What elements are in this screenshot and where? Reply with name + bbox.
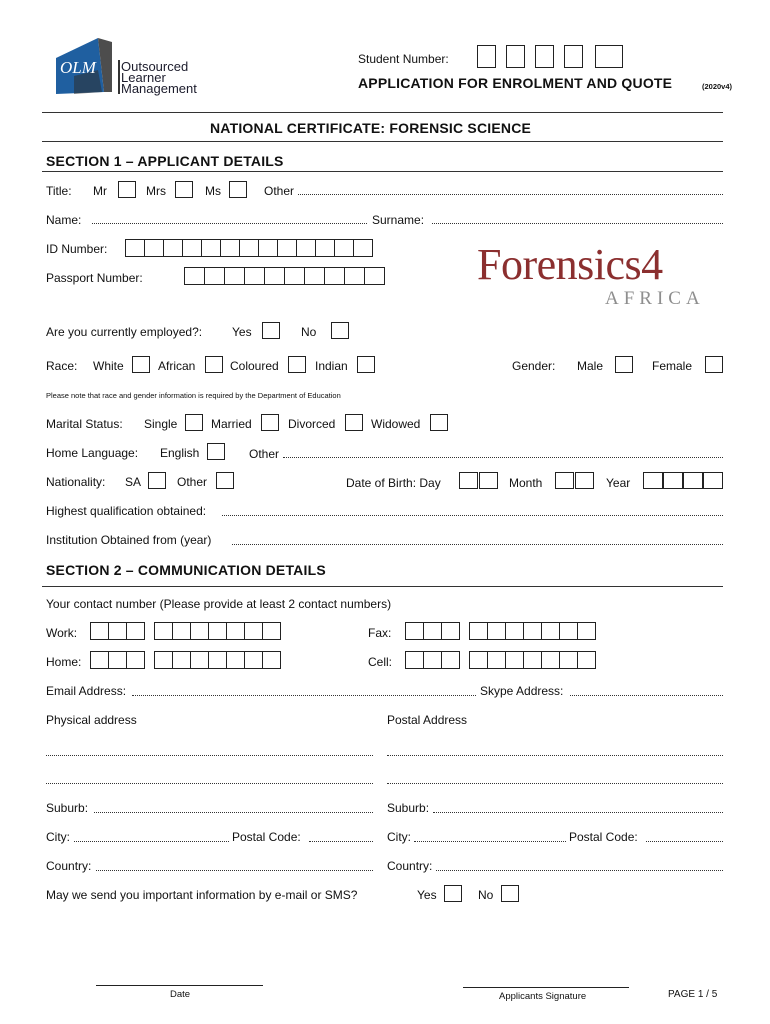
passport-digit-box[interactable] (284, 267, 305, 285)
skype-field[interactable] (570, 695, 723, 696)
divider (42, 112, 723, 113)
dob-month-box[interactable] (555, 472, 574, 489)
home-digit-box[interactable] (172, 651, 191, 669)
race-coloured: Coloured (230, 359, 279, 373)
cell-digit-box[interactable] (469, 651, 488, 669)
fax-digit-box[interactable] (577, 622, 596, 640)
passport-digit-box[interactable] (304, 267, 325, 285)
id-digit-box[interactable] (125, 239, 145, 257)
postal-postal-code-field[interactable] (646, 841, 723, 842)
language-other-field[interactable] (283, 457, 723, 458)
signature-label: Applicants Signature (499, 991, 587, 1002)
marital-married: Married (211, 417, 252, 431)
home-digit-box[interactable] (262, 651, 281, 669)
fax-digit-box[interactable] (487, 622, 506, 640)
title-other-field[interactable] (298, 194, 723, 195)
employed-no-checkbox[interactable] (331, 322, 349, 339)
id-digit-box[interactable] (353, 239, 373, 257)
divider (42, 586, 723, 587)
title-mr: Mr (93, 184, 107, 198)
date-label: Date (170, 989, 191, 1000)
cell-digit-box[interactable] (505, 651, 524, 669)
home-digit-box[interactable] (154, 651, 173, 669)
work-digit-box[interactable] (244, 622, 263, 640)
passport-digit-box[interactable] (324, 267, 345, 285)
divider (42, 171, 723, 172)
nationality-other: Other (177, 475, 208, 489)
id-digit-box[interactable] (239, 239, 259, 257)
id-digit-box[interactable] (163, 239, 183, 257)
work-digit-box[interactable] (90, 622, 109, 640)
postal-suburb-field[interactable] (433, 812, 723, 813)
title-ms-checkbox[interactable] (229, 181, 247, 198)
dob-year-box[interactable] (683, 472, 703, 489)
fax-label: Fax: (368, 626, 392, 640)
cell-digit-box[interactable] (487, 651, 506, 669)
section2-heading: SECTION 2 – COMMUNICATION DETAILS (46, 562, 326, 578)
race-african-checkbox[interactable] (205, 356, 223, 373)
cell-label: Cell: (368, 655, 393, 669)
home-digit-box[interactable] (208, 651, 227, 669)
gender-label: Gender: (512, 359, 556, 373)
marital-single-checkbox[interactable] (185, 414, 203, 431)
id-digit-box[interactable] (258, 239, 278, 257)
info-no-checkbox[interactable] (501, 885, 519, 902)
surname-label: Surname: (372, 213, 425, 227)
email-field[interactable] (132, 695, 476, 696)
nationality-sa-checkbox[interactable] (148, 472, 166, 489)
fax-digit-box[interactable] (505, 622, 524, 640)
fax-digit-box[interactable] (523, 622, 542, 640)
qualification-field[interactable] (222, 515, 723, 516)
work-digit-box[interactable] (262, 622, 281, 640)
postal-city-label: City: (387, 830, 411, 844)
cell-digit-box[interactable] (559, 651, 578, 669)
language-english: English (160, 446, 200, 460)
home-digit-box[interactable] (126, 651, 145, 669)
home-digit-box[interactable] (190, 651, 209, 669)
divider (42, 141, 723, 142)
cell-digit-box[interactable] (523, 651, 542, 669)
home-digit-box[interactable] (108, 651, 127, 669)
dob-year-box[interactable] (643, 472, 663, 489)
race-indian: Indian (315, 359, 348, 373)
nationality-sa: SA (125, 475, 142, 489)
language-other: Other (249, 447, 280, 461)
passport-digit-box[interactable] (244, 267, 265, 285)
dob-year-label: Year (606, 476, 631, 490)
id-digit-box[interactable] (277, 239, 297, 257)
skype-label: Skype Address: (480, 684, 564, 698)
student-number-box[interactable] (535, 45, 554, 68)
passport-digit-box[interactable] (224, 267, 245, 285)
title-label: Title: (46, 184, 72, 198)
olm-logo (54, 36, 114, 96)
signature-line[interactable] (463, 987, 629, 988)
id-digit-box[interactable] (201, 239, 221, 257)
physical-line-2[interactable] (46, 783, 373, 784)
physical-suburb-label: Suburb: (46, 801, 89, 815)
work-digit-box[interactable] (172, 622, 191, 640)
race-label: Race: (46, 359, 78, 373)
course-title: NATIONAL CERTIFICATE: FORENSIC SCIENCE (210, 120, 532, 136)
passport-digit-box[interactable] (204, 267, 225, 285)
page-number: PAGE 1 / 5 (668, 989, 718, 1000)
fax-digit-box[interactable] (559, 622, 578, 640)
marital-divorced: Divorced (288, 417, 336, 431)
work-digit-box[interactable] (126, 622, 145, 640)
section1-heading: SECTION 1 – APPLICANT DETAILS (46, 153, 284, 169)
work-digit-box[interactable] (226, 622, 245, 640)
info-no: No (478, 888, 494, 902)
passport-digit-box[interactable] (364, 267, 385, 285)
id-label: ID Number: (46, 242, 108, 256)
postal-postal-code-label: Postal Code: (569, 830, 638, 844)
fax-digit-box[interactable] (405, 622, 424, 640)
name-label: Name: (46, 213, 82, 227)
dob-day-box[interactable] (479, 472, 498, 489)
marital-married-checkbox[interactable] (261, 414, 279, 431)
id-digit-box[interactable] (220, 239, 240, 257)
nationality-other-checkbox[interactable] (216, 472, 234, 489)
home-digit-box[interactable] (244, 651, 263, 669)
title-other: Other (264, 184, 295, 198)
info-yes-checkbox[interactable] (444, 885, 462, 902)
student-number-box[interactable] (506, 45, 525, 68)
home-label: Home: (46, 655, 82, 669)
postal-country-field[interactable] (436, 870, 723, 871)
work-digit-box[interactable] (108, 622, 127, 640)
cell-digit-box[interactable] (405, 651, 424, 669)
postal-label: Postal Address (387, 713, 468, 727)
dob-month-label: Month (509, 476, 543, 490)
passport-digit-box[interactable] (264, 267, 285, 285)
cell-digit-box[interactable] (577, 651, 596, 669)
dob-label: Date of Birth: Day (346, 476, 441, 490)
employed-label: Are you currently employed?: (46, 325, 203, 339)
olm-logo-mark: OLM (60, 58, 96, 77)
logo-line-2: Learner (121, 70, 166, 85)
work-digit-box[interactable] (208, 622, 227, 640)
fax-digit-box[interactable] (469, 622, 488, 640)
physical-city-field[interactable] (74, 841, 229, 842)
cell-digit-box[interactable] (423, 651, 442, 669)
race-african: African (158, 359, 196, 373)
marital-divorced-checkbox[interactable] (345, 414, 363, 431)
form-title: APPLICATION FOR ENROLMENT AND QUOTE (358, 75, 673, 91)
institution-field[interactable] (232, 544, 723, 545)
surname-field[interactable] (432, 223, 723, 224)
logo-bar (118, 60, 120, 94)
employed-yes-checkbox[interactable] (262, 322, 280, 339)
cell-digit-box[interactable] (541, 651, 560, 669)
work-digit-box[interactable] (190, 622, 209, 640)
brand-sub: AFRICA (605, 288, 705, 309)
info-question: May we send you important information by e-mail or SMS? (46, 888, 358, 902)
employed-yes: Yes (232, 325, 252, 339)
work-digit-box[interactable] (154, 622, 173, 640)
gender-male: Male (577, 359, 604, 373)
gender-female-checkbox[interactable] (705, 356, 723, 373)
student-number-box[interactable] (595, 45, 623, 68)
physical-country-label: Country: (46, 859, 92, 873)
postal-line-1[interactable] (387, 755, 723, 756)
dob-day-box[interactable] (459, 472, 478, 489)
title-mrs-checkbox[interactable] (175, 181, 193, 198)
physical-country-field[interactable] (96, 870, 373, 871)
home-digit-box[interactable] (226, 651, 245, 669)
language-english-checkbox[interactable] (207, 443, 225, 460)
employed-no: No (301, 325, 317, 339)
fax-digit-box[interactable] (541, 622, 560, 640)
title-ms: Ms (205, 184, 221, 198)
fax-digit-box[interactable] (423, 622, 442, 640)
race-white-checkbox[interactable] (132, 356, 150, 373)
race-gender-note: Please note that race and gender information is required by the Department of Education (46, 391, 341, 400)
work-label: Work: (46, 626, 78, 640)
title-mr-checkbox[interactable] (118, 181, 136, 198)
postal-country-label: Country: (387, 859, 433, 873)
physical-line-1[interactable] (46, 755, 373, 756)
info-yes: Yes (417, 888, 437, 902)
passport-digit-box[interactable] (184, 267, 205, 285)
nationality-label: Nationality: (46, 475, 106, 489)
email-label: Email Address: (46, 684, 127, 698)
gender-male-checkbox[interactable] (615, 356, 633, 373)
student-number-box[interactable] (477, 45, 496, 68)
race-coloured-checkbox[interactable] (288, 356, 306, 373)
date-line[interactable] (96, 985, 263, 986)
id-digit-box[interactable] (182, 239, 202, 257)
qualification-label: Highest qualification obtained: (46, 504, 207, 518)
postal-line-2[interactable] (387, 783, 723, 784)
physical-city-label: City: (46, 830, 70, 844)
passport-label: Passport Number: (46, 271, 143, 285)
student-number-box[interactable] (564, 45, 583, 68)
logo-line-1: Outsourced (121, 59, 189, 74)
id-digit-box[interactable] (144, 239, 164, 257)
fax-digit-box[interactable] (441, 622, 460, 640)
dob-year-box[interactable] (663, 472, 683, 489)
name-field[interactable] (92, 223, 367, 224)
home-digit-box[interactable] (90, 651, 109, 669)
dob-month-box[interactable] (575, 472, 594, 489)
language-label: Home Language: (46, 446, 139, 460)
physical-postal-code-label: Postal Code: (232, 830, 301, 844)
race-indian-checkbox[interactable] (357, 356, 375, 373)
gender-female: Female (652, 359, 693, 373)
physical-postal-code-field[interactable] (309, 841, 373, 842)
dob-year-box[interactable] (703, 472, 723, 489)
physical-suburb-field[interactable] (94, 812, 373, 813)
marital-widowed: Widowed (371, 417, 421, 431)
id-digit-box[interactable] (334, 239, 354, 257)
marital-single: Single (144, 417, 178, 431)
title-mrs: Mrs (146, 184, 166, 198)
passport-digit-box[interactable] (344, 267, 365, 285)
marital-label: Marital Status: (46, 417, 123, 431)
contact-note: Your contact number (Please provide at least 2 contact numbers) (46, 597, 392, 611)
logo-line-3: Management (121, 81, 197, 96)
postal-city-field[interactable] (414, 841, 566, 842)
institution-label: Institution Obtained from (year) (46, 533, 212, 547)
race-white: White (93, 359, 124, 373)
id-digit-box[interactable] (315, 239, 335, 257)
postal-suburb-label: Suburb: (387, 801, 430, 815)
marital-widowed-checkbox[interactable] (430, 414, 448, 431)
form-version: (2020v4) (702, 82, 733, 91)
student-number-label: Student Number: (358, 52, 449, 66)
brand-name: Forensics4 (477, 240, 663, 289)
physical-label: Physical address (46, 713, 137, 727)
cell-digit-box[interactable] (441, 651, 460, 669)
id-digit-box[interactable] (296, 239, 316, 257)
